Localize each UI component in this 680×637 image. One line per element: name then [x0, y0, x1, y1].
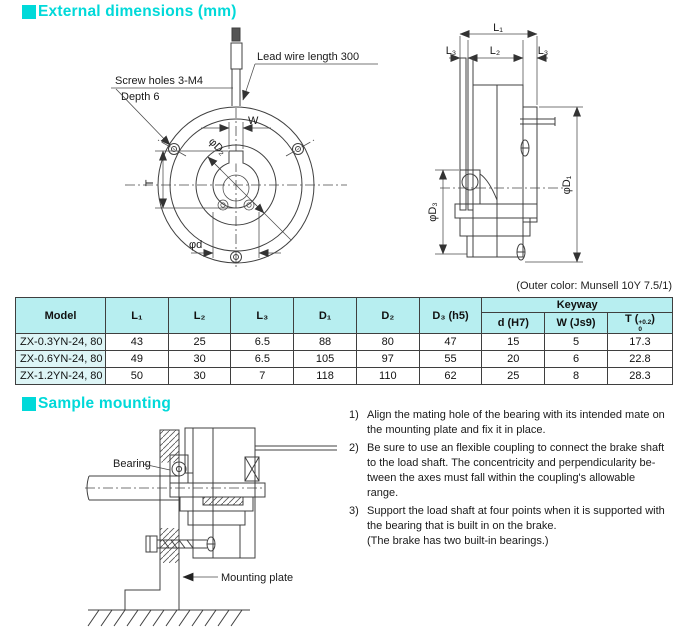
front-dim-w-label: W — [248, 115, 259, 127]
mounting-instructions — [349, 408, 679, 552]
cell-l2: 30 — [168, 351, 231, 368]
section-title-text: Sample mounting — [38, 395, 172, 412]
cell-d1: 118 — [294, 368, 357, 385]
instruction-text: Be sure to use an flexible coupling to connect the brake shaft to the load shaft. The concentricity and perpendicularity be- tween the axes must fall within the coupling's allowable range. — [367, 442, 665, 499]
col-header-model: Model — [16, 298, 106, 334]
screw-holes-label: Screw holes 3-M4 — [115, 75, 204, 87]
cell-l3: 6.5 — [231, 334, 294, 351]
cell-l1: 50 — [106, 368, 169, 385]
section-title-sample-mounting — [22, 395, 171, 413]
col-header-l2: L₂ — [168, 298, 231, 334]
cell-d3: 55 — [419, 351, 482, 368]
section-bullet-icon — [22, 397, 36, 411]
cell-d2: 110 — [356, 368, 419, 385]
cell-w-js9: 8 — [545, 368, 608, 385]
front-dim-t-label: T — [144, 179, 156, 187]
front-dim-d-label: φd — [189, 239, 203, 251]
bearing-label: Bearing — [113, 458, 151, 470]
cell-d2: 80 — [356, 334, 419, 351]
cell-model: ZX-0.3YN-24, 80 — [16, 334, 106, 351]
col-header-keyway: Keyway — [482, 298, 673, 313]
outer-color-note: (Outer color: Munsell 10Y 7.5/1) — [516, 280, 672, 292]
side-dim-l2-label: L₂ — [489, 45, 501, 57]
instruction-text: Align the mating hole of the bearing with its intended mate on the mounting plate and fix it in place. — [367, 409, 665, 436]
table-row — [16, 351, 673, 368]
col-header-d1: D₁ — [294, 298, 357, 334]
instruction-number: 1) — [349, 409, 359, 421]
cell-d1: 88 — [294, 334, 357, 351]
section-bullet-icon — [22, 5, 36, 19]
mounting-diagram — [85, 413, 385, 637]
instruction-text: Support the load shaft at four points when it is supported with the bearing that is built in on the brake. (The brake has two built-in bearings.) — [367, 505, 665, 547]
col-header-d2: D₂ — [356, 298, 419, 334]
cell-t: 22.8 — [607, 351, 672, 368]
side-dim-d3-label: φD₃ — [427, 202, 439, 222]
cell-d3: 47 — [419, 334, 482, 351]
side-dim-l1-label: L₁ — [493, 22, 503, 34]
section-title-text: External dimensions (mm) — [38, 3, 237, 20]
cell-t: 17.3 — [607, 334, 672, 351]
col-header-l3: L₃ — [231, 298, 294, 334]
cell-l2: 30 — [168, 368, 231, 385]
instruction-item-2 — [349, 441, 679, 501]
cell-d-h7: 20 — [482, 351, 545, 368]
instruction-number: 3) — [349, 505, 359, 517]
cell-d-h7: 25 — [482, 368, 545, 385]
screw-holes-depth-label: Depth 6 — [121, 91, 160, 103]
col-header-w-js9: W (Js9) — [545, 313, 608, 334]
col-header-d-h7: d (H7) — [482, 313, 545, 334]
col-header-t: T ( +0.2 0 ) — [607, 313, 672, 334]
cell-t: 28.3 — [607, 368, 672, 385]
instruction-item-3 — [349, 504, 679, 549]
cell-model: ZX-1.2YN-24, 80 — [16, 368, 106, 385]
dimensions-table — [15, 297, 673, 385]
cell-d2: 97 — [356, 351, 419, 368]
side-dim-l3-left-label: L₃ — [445, 45, 457, 57]
cell-d3: 62 — [419, 368, 482, 385]
cell-l3: 7 — [231, 368, 294, 385]
mounting-plate-label: Mounting plate — [221, 572, 294, 584]
lead-wire-label: Lead wire length 300 — [257, 51, 360, 63]
side-dim-l3-right-label: L₃ — [537, 45, 549, 57]
cell-l3: 6.5 — [231, 351, 294, 368]
cell-w-js9: 6 — [545, 351, 608, 368]
side-view-drawing — [425, 22, 675, 274]
cell-d-h7: 15 — [482, 334, 545, 351]
col-header-l1: L₁ — [106, 298, 169, 334]
instruction-item-1 — [349, 408, 679, 438]
front-view-drawing — [95, 18, 445, 276]
cell-model: ZX-0.6YN-24, 80 — [16, 351, 106, 368]
cell-l1: 49 — [106, 351, 169, 368]
table-row — [16, 334, 673, 351]
cell-d1: 105 — [294, 351, 357, 368]
front-dim-d2-label: φD₂ — [206, 135, 229, 158]
cell-l2: 25 — [168, 334, 231, 351]
cell-w-js9: 5 — [545, 334, 608, 351]
instruction-number: 2) — [349, 442, 359, 454]
table-row — [16, 368, 673, 385]
cell-l1: 43 — [106, 334, 169, 351]
col-header-d3: D₃ (h5) — [419, 298, 482, 334]
side-dim-d1-label: φD₁ — [561, 175, 573, 195]
